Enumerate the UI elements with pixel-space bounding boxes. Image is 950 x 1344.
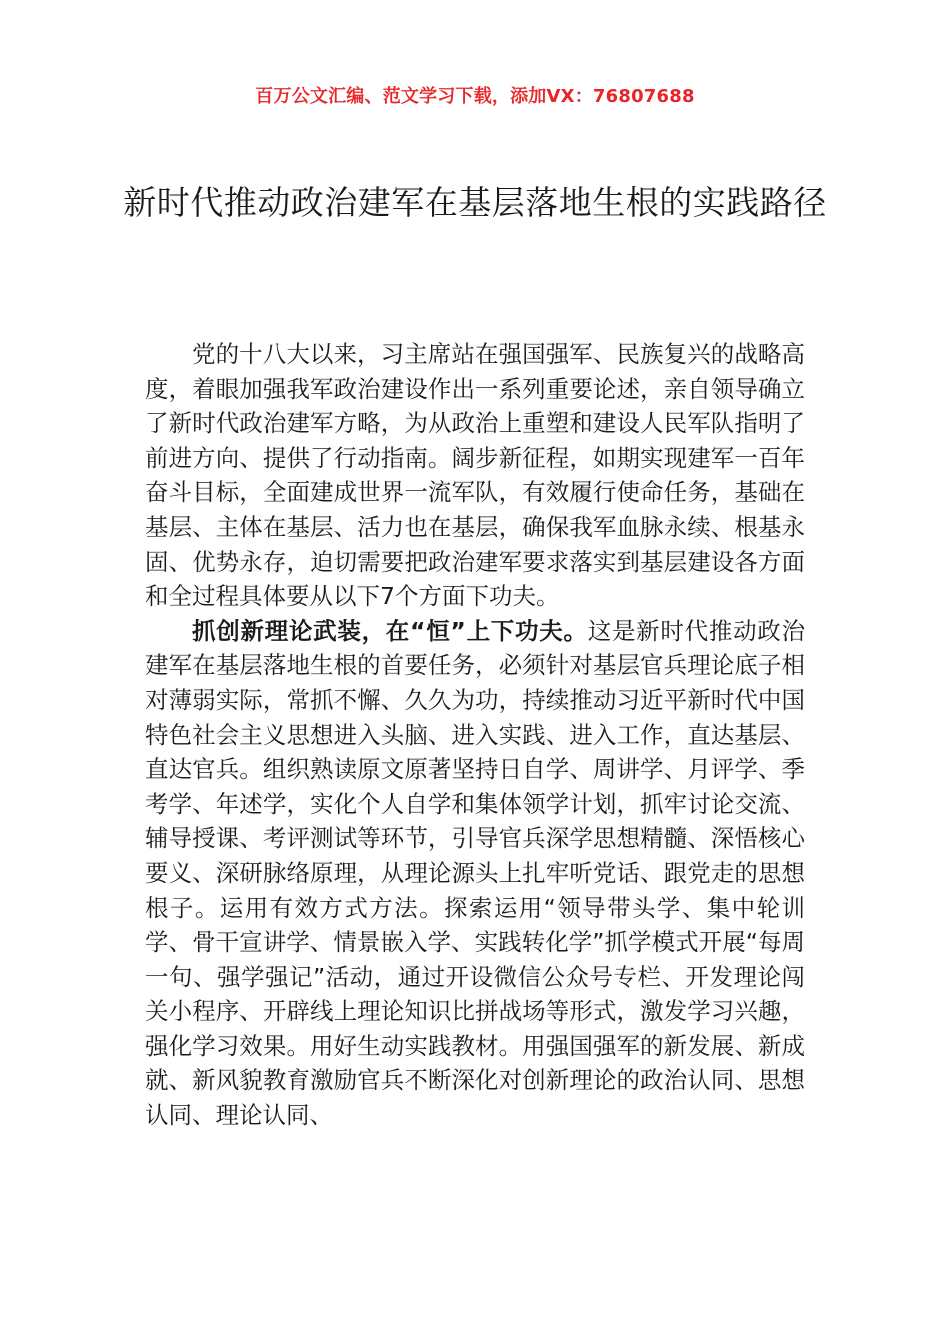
paragraph <box>145 614 805 1133</box>
paragraph <box>145 337 805 614</box>
document-title: 新时代推动政治建军在基层落地生根的实践路径 <box>123 183 827 222</box>
promo-banner: 百万公文汇编、范文学习下载，添加VX：76807688 <box>255 86 695 107</box>
paragraph-text: 党的十八大以来，习主席站在强国强军、民族复兴的战略高度，着眼加强我军政治建设作出一系列重要论述，亲自领导确立了新时代政治建军方略，为从政治上重塑和建设人民军队指明了前进方向、提供了行动指南。阔步新征程，如期实现建军一百年奋斗目标，全面建成世界一流军队，有效履行使命任务，基础在基层、主体在基层、活力也在基层，确保我军血脉永续、根基永固、优势永存，迫切需要把政治建军要求落实到基层建设各方面和全过程具体要从以下7个方面下功夫。 <box>145 340 805 611</box>
document-body <box>145 337 805 1133</box>
paragraph-text: 这是新时代推动政治建军在基层落地生根的首要任务，必须针对基层官兵理论底子相对薄弱实际，常抓不懈、久久为功，持续推动习近平新时代中国特色社会主义思想进入头脑、进入实践、进入工作，直达基层、直达官兵。组织熟读原文原著坚持日自学、周讲学、月评学、季考学、年述学，实化个人自学和集体领学计划，抓牢讨论交流、辅导授课、考评测试等环节，引导官兵深学思想精髓、深悟核心要义、深研脉络原理，从理论源头上扎牢听党话、跟党走的思想根子。运用有效方式方法。探索运用“领导带头学、集中轮训学、骨干宣讲学、情景嵌入学、实践转化学”抓学模式开展“每周一句、强学强记”活动，通过开设微信公众号专栏、开发理论闯关小程序、开辟线上理论知识比拼战场等形式，激发学习兴趣，强化学习效果。用好生动实践教材。用强国强军的新发展、新成就、新风貌教育激励官兵不断深化对创新理论的政治认同、思想认同、理论认同、 <box>145 616 806 1130</box>
paragraph-lead: 抓创新理论武装，在“恒”上下功夫。 <box>192 616 588 645</box>
